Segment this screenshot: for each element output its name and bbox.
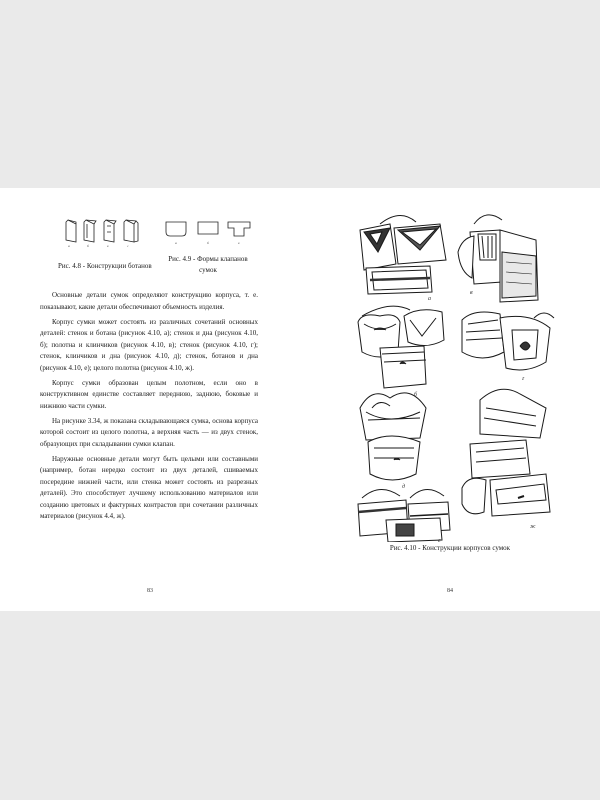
fig48-letter-b: б (87, 244, 89, 248)
book-spread (0, 188, 600, 611)
fig49-letter-b: б (207, 241, 209, 245)
paragraph-3: Корпус сумки образован целым полотном, если оно в конструктивном единстве составляет переднюю, заднюю, боковые и нижнюю части сумки. (40, 378, 258, 410)
figure-4-10-caption: Рис. 4.10 - Конструкции корпусов сумок (389, 544, 511, 552)
fig410-letter-b: б (414, 392, 418, 398)
fig48-letter-g: г (127, 244, 129, 248)
fig49-letter-v: в (238, 241, 240, 245)
paragraph-4: На рисунке 3.34, ж показана складывающаяся сумка, основа корпуса которой состоит из целого полотна, а верхняя часть — из двух стенок, образующих при складывании сумки клапан. (40, 416, 258, 448)
figure-4-8-bottom-constructions (62, 216, 150, 248)
fig410-letter-a: а (428, 296, 431, 302)
left-page (0, 188, 300, 611)
fig410-letter-zh: ж (530, 524, 536, 530)
fig48-letter-a: а (68, 244, 70, 248)
fig410-letter-g: г (522, 376, 525, 382)
fig48-letter-v: в (107, 244, 109, 248)
figure-4-9-caption: Рис. 4.9 - Формы клапанов сумок (168, 255, 248, 274)
figure-4-9-flap-shapes (164, 218, 254, 246)
paragraph-1: Основные детали сумок определяют конструкцию корпуса, т. е. показывают, какие детали обеспечивают объемность изделия. (40, 291, 258, 311)
paragraph-2: Корпус сумки может состоять из различных сочетаний основных деталей: стенок и ботана (рисунок 4.10, а); стенок и дна (рисунок 4.10, б); полотна и клинчиков (рисунок 4.10, в); стенок (рисунок 4.10, г); стенок, клинчиков и дна (рисунок 4.10, д); стенок, ботанов и дна (рисунок 4.10, е); целого полотна (рисунок 4.10, ж). (40, 317, 258, 372)
figure-4-10-bag-constructions (350, 212, 560, 542)
fig410-letter-e: е (438, 538, 441, 542)
page-number-left: 83 (147, 588, 153, 594)
fig410-letter-d: д (402, 484, 406, 490)
fig49-letter-a: а (175, 241, 177, 245)
figure-4-8-caption: Рис. 4.8 - Конструкции ботанов (58, 262, 152, 270)
page-number-right: 84 (447, 588, 453, 594)
body-text (40, 290, 258, 526)
right-page (300, 188, 600, 611)
paragraph-5: Наружные основные детали могут быть целыми или составными (например, ботан нередко состоит из двух деталей, сшиваемых посередине нижней части, или стенка может состоять из разрезных деталей). Это способствует лучшему использованию материалов или созданию цветовых и фактурных контрастов при сочетании различных материалов (рисунок 4.4, ж). (40, 454, 258, 520)
fig410-letter-v: в (470, 290, 473, 296)
